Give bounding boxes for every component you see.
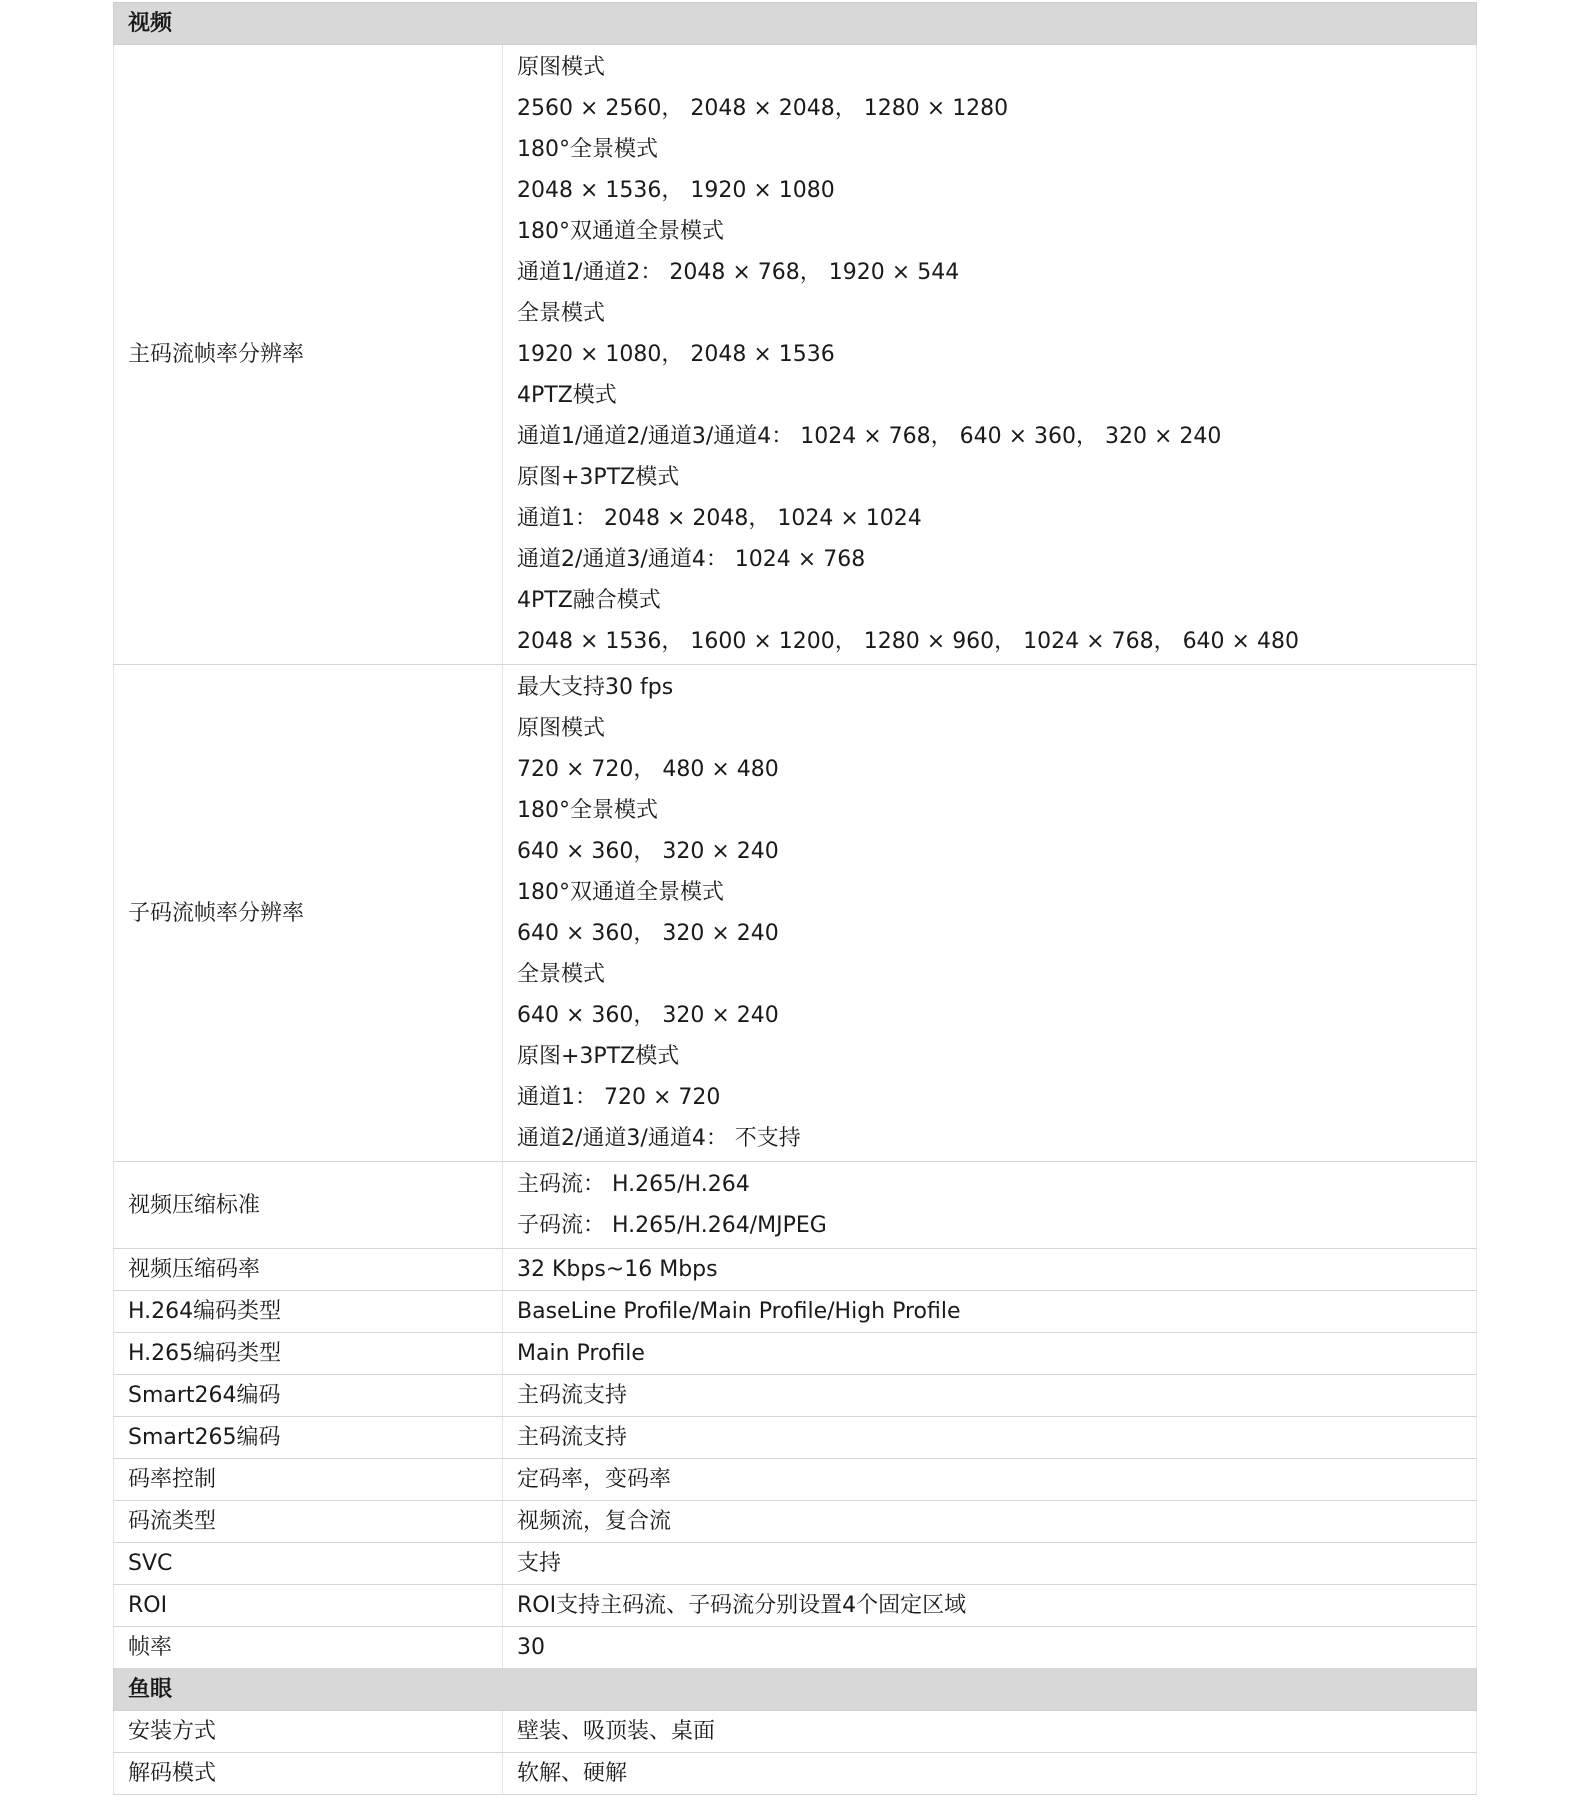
spec-row [114, 1459, 1477, 1501]
spec-value [503, 1375, 1477, 1417]
spec-value [503, 1627, 1477, 1669]
section-header [114, 1669, 1477, 1711]
spec-value-line: 通道1： 720 × 720 [517, 1085, 721, 1110]
spec-table-body [114, 3, 1477, 1795]
spec-value [503, 665, 1477, 1162]
spec-value-line: 最大支持30 fps [517, 675, 674, 700]
spec-value-line: BaseLine Profile/Main Profile/High Profile [517, 1299, 961, 1324]
spec-value-line: 640 × 360， 320 × 240 [517, 839, 779, 864]
spec-value-line: 2560 × 2560， 2048 × 2048， 1280 × 1280 [517, 96, 1009, 121]
section-title: 鱼眼 [114, 1669, 1477, 1711]
spec-value-line: 640 × 360， 320 × 240 [517, 921, 779, 946]
spec-value-line: 视频流，复合流 [517, 1509, 672, 1534]
spec-value-line: 30 [517, 1635, 545, 1660]
spec-value [503, 1501, 1477, 1543]
spec-value-line: Main Profile [517, 1341, 645, 1366]
spec-table [113, 2, 1477, 1795]
spec-value-line: 2048 × 1536， 1920 × 1080 [517, 178, 835, 203]
spec-value-line: 通道1： 2048 × 2048， 1024 × 1024 [517, 506, 922, 531]
section-header [114, 3, 1477, 45]
spec-value [503, 1162, 1477, 1249]
spec-value [503, 1753, 1477, 1795]
spec-value-line: 通道1/通道2： 2048 × 768， 1920 × 544 [517, 260, 960, 285]
spec-value-line: 全景模式 [517, 962, 606, 987]
spec-label: 子码流帧率分辨率 [114, 665, 503, 1162]
spec-value [503, 1711, 1477, 1753]
spec-row [114, 1162, 1477, 1249]
spec-value-line: 定码率，变码率 [517, 1467, 672, 1492]
spec-row [114, 1501, 1477, 1543]
spec-value-line: 支持 [517, 1551, 562, 1576]
spec-row [114, 1753, 1477, 1795]
spec-value-line: 180°全景模式 [517, 137, 658, 162]
spec-label: 解码模式 [114, 1753, 503, 1795]
spec-value-line: 子码流： H.265/H.264/MJPEG [517, 1213, 827, 1238]
spec-value-line: 原图模式 [517, 716, 606, 741]
spec-value-line: 640 × 360， 320 × 240 [517, 1003, 779, 1028]
spec-value-line: 180°双通道全景模式 [517, 219, 724, 244]
spec-value [503, 1543, 1477, 1585]
spec-value [503, 1249, 1477, 1291]
spec-row [114, 1375, 1477, 1417]
spec-value-line: 4PTZ融合模式 [517, 588, 661, 613]
spec-row [114, 665, 1477, 1162]
spec-value-line: 原图+3PTZ模式 [517, 1044, 680, 1069]
spec-row [114, 1627, 1477, 1669]
spec-value-line: 4PTZ模式 [517, 383, 617, 408]
spec-label: 帧率 [114, 1627, 503, 1669]
spec-label: 码流类型 [114, 1501, 503, 1543]
spec-value [503, 1291, 1477, 1333]
spec-value-line: 主码流支持 [517, 1425, 628, 1450]
spec-value-line: 全景模式 [517, 301, 606, 326]
spec-value-line: 180°双通道全景模式 [517, 880, 724, 905]
spec-value-line: 壁装、吸顶装、桌面 [517, 1719, 716, 1744]
spec-value-line: 32 Kbps~16 Mbps [517, 1257, 718, 1282]
spec-value [503, 45, 1477, 665]
spec-value-line: 2048 × 1536， 1600 × 1200， 1280 × 960， 1024 × 768， 640 × 480 [517, 629, 1299, 654]
spec-label: Smart264编码 [114, 1375, 503, 1417]
spec-value [503, 1417, 1477, 1459]
spec-label: 视频压缩标准 [114, 1162, 503, 1249]
spec-value-line: 软解、硬解 [517, 1761, 628, 1786]
spec-label: 安装方式 [114, 1711, 503, 1753]
spec-value-line: 通道1/通道2/通道3/通道4： 1024 × 768， 640 × 360， 320 × 240 [517, 424, 1222, 449]
spec-value-line: ROI支持主码流、子码流分别设置4个固定区域 [517, 1593, 967, 1618]
spec-value-line: 1920 × 1080， 2048 × 1536 [517, 342, 835, 367]
spec-row [114, 1249, 1477, 1291]
spec-label: 视频压缩码率 [114, 1249, 503, 1291]
spec-label: SVC [114, 1543, 503, 1585]
spec-value-line: 原图模式 [517, 55, 606, 80]
spec-value-line: 主码流： H.265/H.264 [517, 1172, 750, 1197]
spec-value-line: 180°全景模式 [517, 798, 658, 823]
spec-row [114, 1333, 1477, 1375]
spec-label: H.265编码类型 [114, 1333, 503, 1375]
spec-value [503, 1585, 1477, 1627]
spec-label: Smart265编码 [114, 1417, 503, 1459]
spec-row [114, 1543, 1477, 1585]
spec-value [503, 1459, 1477, 1501]
spec-value-line: 720 × 720， 480 × 480 [517, 757, 779, 782]
spec-row [114, 45, 1477, 665]
spec-value-line: 主码流支持 [517, 1383, 628, 1408]
spec-value-line: 通道2/通道3/通道4： 1024 × 768 [517, 547, 866, 572]
spec-label: ROI [114, 1585, 503, 1627]
spec-value-line: 原图+3PTZ模式 [517, 465, 680, 490]
spec-row [114, 1585, 1477, 1627]
spec-label: H.264编码类型 [114, 1291, 503, 1333]
spec-row [114, 1417, 1477, 1459]
spec-value [503, 1333, 1477, 1375]
spec-label: 码率控制 [114, 1459, 503, 1501]
spec-label: 主码流帧率分辨率 [114, 45, 503, 665]
spec-row [114, 1711, 1477, 1753]
spec-value-line: 通道2/通道3/通道4： 不支持 [517, 1126, 801, 1151]
spec-row [114, 1291, 1477, 1333]
section-title: 视频 [114, 3, 1477, 45]
